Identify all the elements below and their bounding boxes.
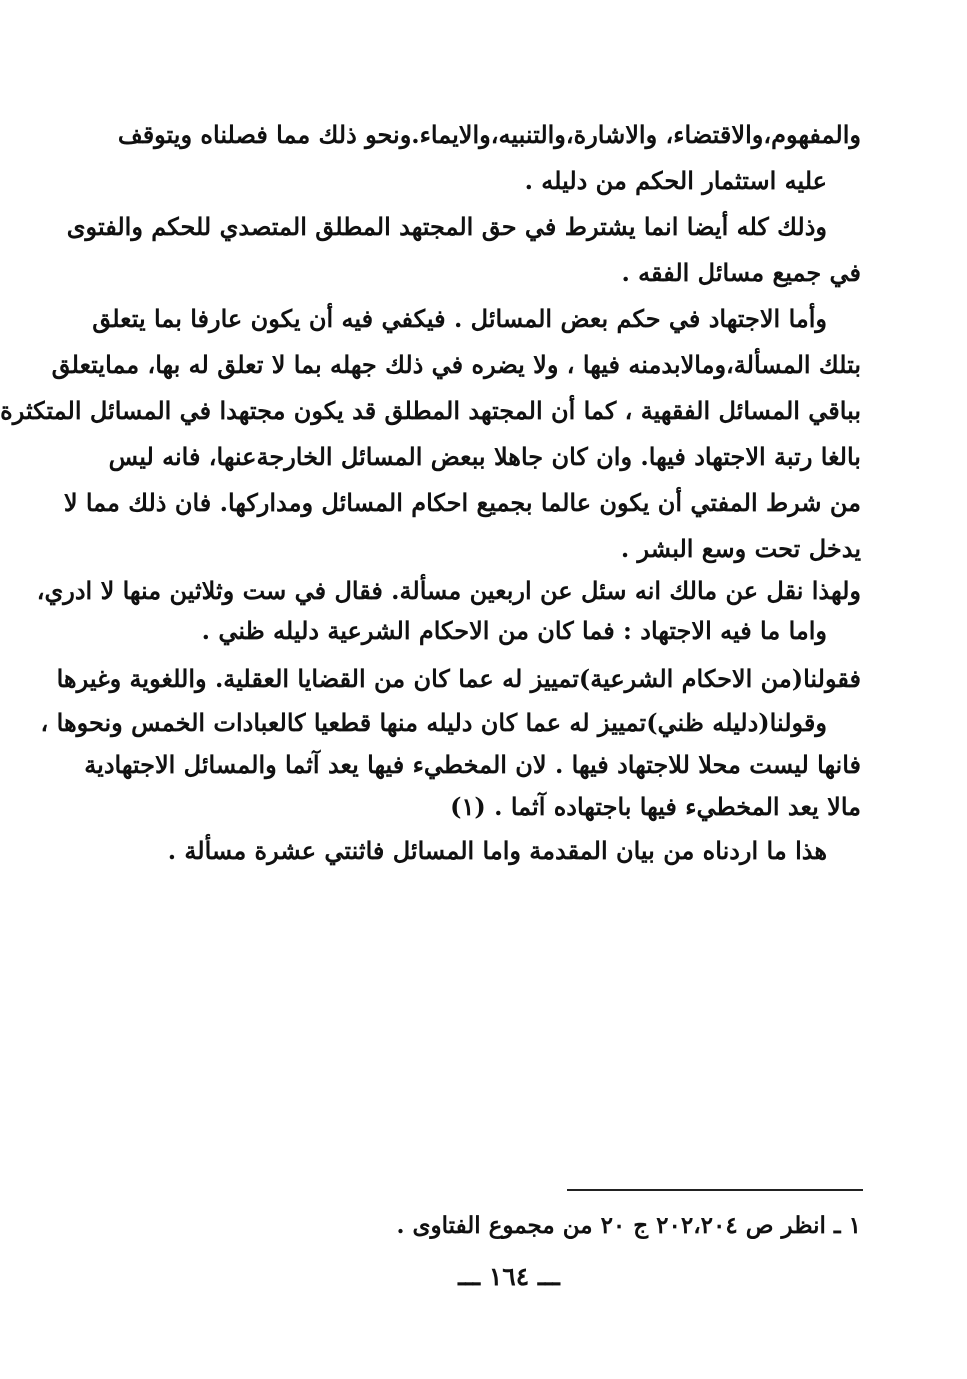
page-number: ـــ ١٦٤ ـــ (458, 1262, 560, 1291)
text-line-4: في جميع مسائل الفقه . (621, 258, 861, 287)
text-line-13: فقولنا(من الاحكام الشرعية)تمييز له عما كان من القضايا العقلية. واللغوية وغيرها (56, 664, 861, 693)
text-line-3: وذلك كله أيضا انما يشترط في حق المجتهد المطلق المتصدي للحكم والفتوى (66, 212, 827, 241)
text-line-11: ولهذا نقل عن مالك انه سئل عن اربعين مسألة. فقال في ست وثلاثين منها لا ادري، (36, 576, 861, 605)
text-line-10: يدخل تحت وسع البشر . (620, 534, 861, 563)
text-line-16: مالا يعد المخطيء فيها باجتهاده آثما . (١) (450, 792, 861, 821)
text-line-17: هذا ما اردناه من بيان المقدمة واما المسائل فاثنتي عشرة مسألة . (167, 836, 827, 865)
text-line-8: بالغا رتبة الاجتهاد فيها. وان كان جاهلا ببعض المسائل الخارجةعنها، فانه ليس (108, 442, 861, 471)
footnote-divider (567, 1189, 863, 1191)
text-line-1: والمفهوم،والاقتضاء، والاشارة،والتنبيه،والايماء.ونحو ذلك مما فصلناه ويتوقف (117, 120, 861, 149)
text-line-2: عليه استثمار الحكم من دليله . (524, 166, 827, 195)
text-line-9: من شرط المفتي أن يكون عالما بجميع احكام المسائل ومداركها. فان ذلك مما لا (63, 488, 861, 517)
text-line-15: فانها ليست محلا للاجتهاد فيها . لان المخطيء فيها يعد آثما والمسائل الاجتهادية (84, 750, 861, 779)
text-line-5: وأما الاجتهاد في حكم بعض المسائل . فيكفي فيه أن يكون عارفا بما يتعلق (92, 304, 827, 333)
text-line-14: وقولنا(دليله ظني)تمييز له عما كان دليله منها قطعيا كالعبادات الخمس ونحوها ، (40, 708, 827, 737)
text-line-6: بتلك المسألة،ومالابدمنه فيها ، ولا يضره في ذلك جهله بما لا تعلق له بها، ممايتعلق (51, 350, 861, 379)
text-line-7: بباقي المسائل الفقهية ، كما أن المجتهد المطلق قد يكون مجتهدا في المسائل المتكثرة (0, 396, 861, 425)
text-line-12: واما ما فيه الاجتهاد : فما كان من الاحكام الشرعية دليله ظني . (201, 616, 827, 645)
footnote: ١ ـ انظر ص ٢٠٢،٢٠٤ ج ٢٠ من مجموع الفتاوى . (396, 1212, 861, 1239)
